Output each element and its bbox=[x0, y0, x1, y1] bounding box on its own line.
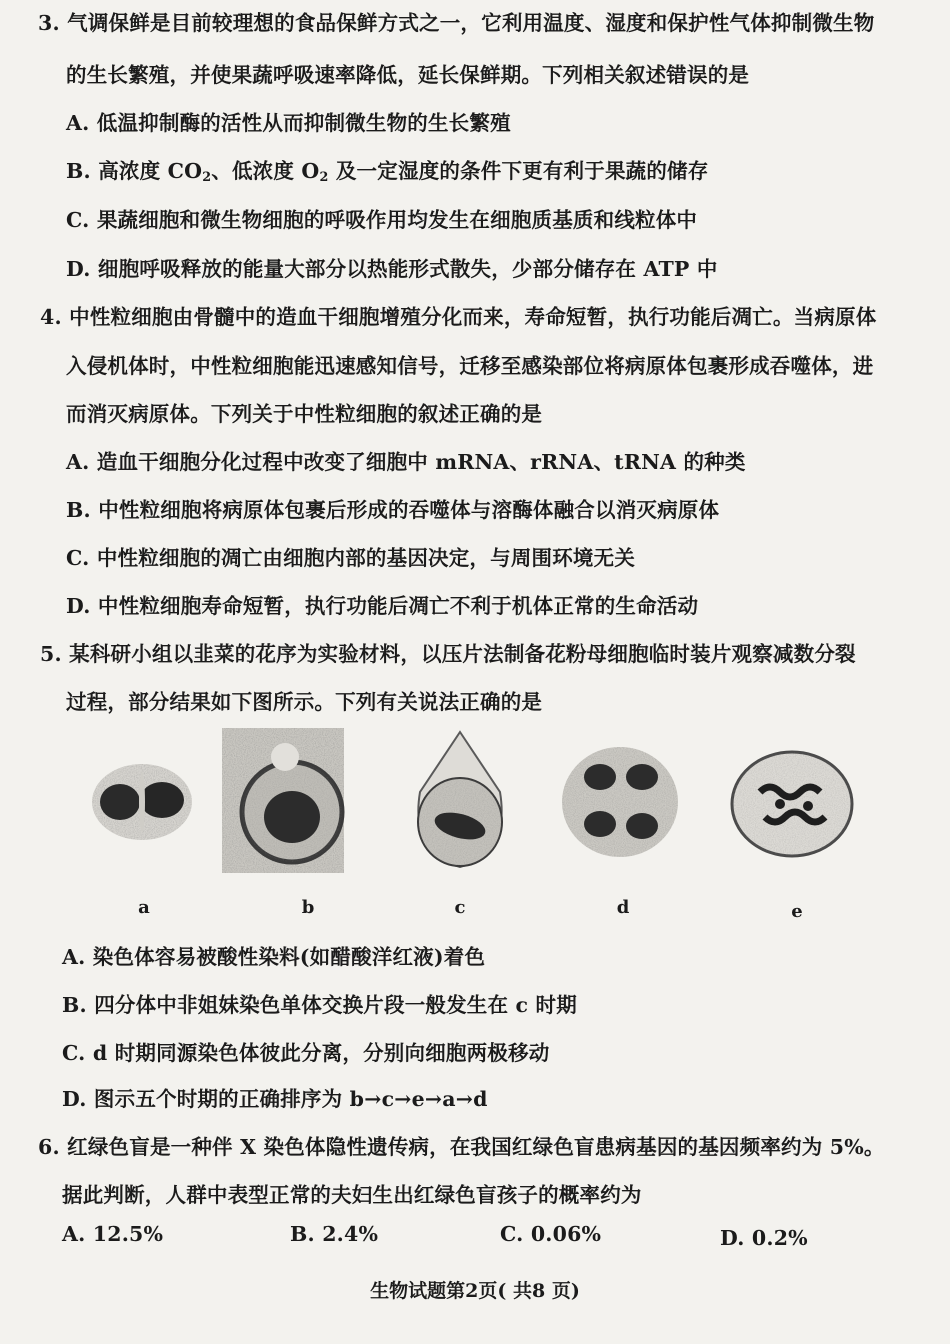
q3-option-a: A. 低温抑制酶的活性从而抑制微生物的生长繁殖 bbox=[66, 111, 511, 135]
q4-option-a: A. 造血干细胞分化过程中改变了细胞中 mRNA、rRNA、tRNA 的种类 bbox=[66, 450, 746, 474]
figure-label-e: e bbox=[791, 901, 803, 922]
figure-label-c: c bbox=[454, 897, 466, 918]
micrograph-e bbox=[732, 752, 852, 856]
figure-label-b: b bbox=[301, 897, 315, 918]
figure-label-d: d bbox=[616, 897, 630, 918]
q3-option-c: C. 果蔬细胞和微生物细胞的呼吸作用均发生在细胞质基质和线粒体中 bbox=[66, 208, 698, 232]
q5-option-a: A. 染色体容易被酸性染料(如醋酸洋红液)着色 bbox=[62, 945, 486, 969]
q3-stem-line1: 3. 气调保鲜是目前较理想的食品保鲜方式之一，它利用温度、湿度和保护性气体抑制微生物 bbox=[38, 11, 875, 35]
q5-stem-line2: 过程，部分结果如下图所示。下列有关说法正确的是 bbox=[66, 690, 543, 714]
q4-stem-line3: 而消灭病原体。下列关于中性粒细胞的叙述正确的是 bbox=[66, 402, 543, 426]
q5-option-d: D. 图示五个时期的正确排序为 b→c→e→a→d bbox=[62, 1087, 488, 1111]
q4-option-d: D. 中性粒细胞寿命短暂，执行功能后凋亡不利于机体正常的生命活动 bbox=[66, 594, 699, 618]
q4-stem-line1: 4. 中性粒细胞由骨髓中的造血干细胞增殖分化而来，寿命短暂，执行功能后凋亡。当病原体 bbox=[40, 305, 877, 329]
figure-label-a: a bbox=[138, 897, 150, 918]
q4-stem-line2: 入侵机体时，中性粒细胞能迅速感知信号，迁移至感染部位将病原体包裹形成吞噬体，进 bbox=[66, 354, 874, 378]
q5-option-c: C. d 时期同源染色体彼此分离，分别向细胞两极移动 bbox=[62, 1041, 550, 1065]
q5-stem-line1: 5. 某科研小组以韭菜的花序为实验材料，以压片法制备花粉母细胞临时装片观察减数分裂 bbox=[40, 642, 856, 666]
micrograph-c bbox=[418, 732, 502, 867]
q4-option-b: B. 中性粒细胞将病原体包裹后形成的吞噬体与溶酶体融合以消灭病原体 bbox=[66, 498, 720, 522]
page-footer: 生物试题第2页( 共8 页) bbox=[370, 1280, 580, 1302]
q6-option-a: A. 12.5% bbox=[62, 1222, 164, 1246]
micrograph-b bbox=[222, 728, 344, 873]
q3-option-b: B. 高浓度 $CO_2$、低浓度 $O_2$ 及一定湿度的条件下更有利于果蔬的储存 bbox=[66, 159, 709, 185]
q5-option-b: B. 四分体中非姐妹染色单体交换片段一般发生在 c 时期 bbox=[62, 993, 577, 1017]
q6-option-b: B. 2.4% bbox=[290, 1222, 379, 1246]
q3-option-d: D. 细胞呼吸释放的能量大部分以热能形式散失，少部分储存在 ATP 中 bbox=[66, 257, 718, 281]
q6-option-c: C. 0.06% bbox=[500, 1222, 602, 1246]
micrograph-d bbox=[562, 747, 678, 857]
q6-stem-line2: 据此判断，人群中表型正常的夫妇生出红绿色盲孩子的概率约为 bbox=[62, 1183, 642, 1207]
q3-stem-line2: 的生长繁殖，并使果蔬呼吸速率降低，延长保鲜期。下列相关叙述错误的是 bbox=[66, 63, 750, 87]
q4-option-c: C. 中性粒细胞的凋亡由细胞内部的基因决定，与周围环境无关 bbox=[66, 546, 636, 570]
meiosis-micrographs bbox=[80, 722, 880, 882]
q6-option-d: D. 0.2% bbox=[720, 1226, 808, 1250]
q6-stem-line1: 6. 红绿色盲是一种伴 X 染色体隐性遗传病，在我国红绿色盲患病基因的基因频率约为 5%。 bbox=[38, 1135, 885, 1159]
micrograph-a bbox=[92, 764, 192, 840]
